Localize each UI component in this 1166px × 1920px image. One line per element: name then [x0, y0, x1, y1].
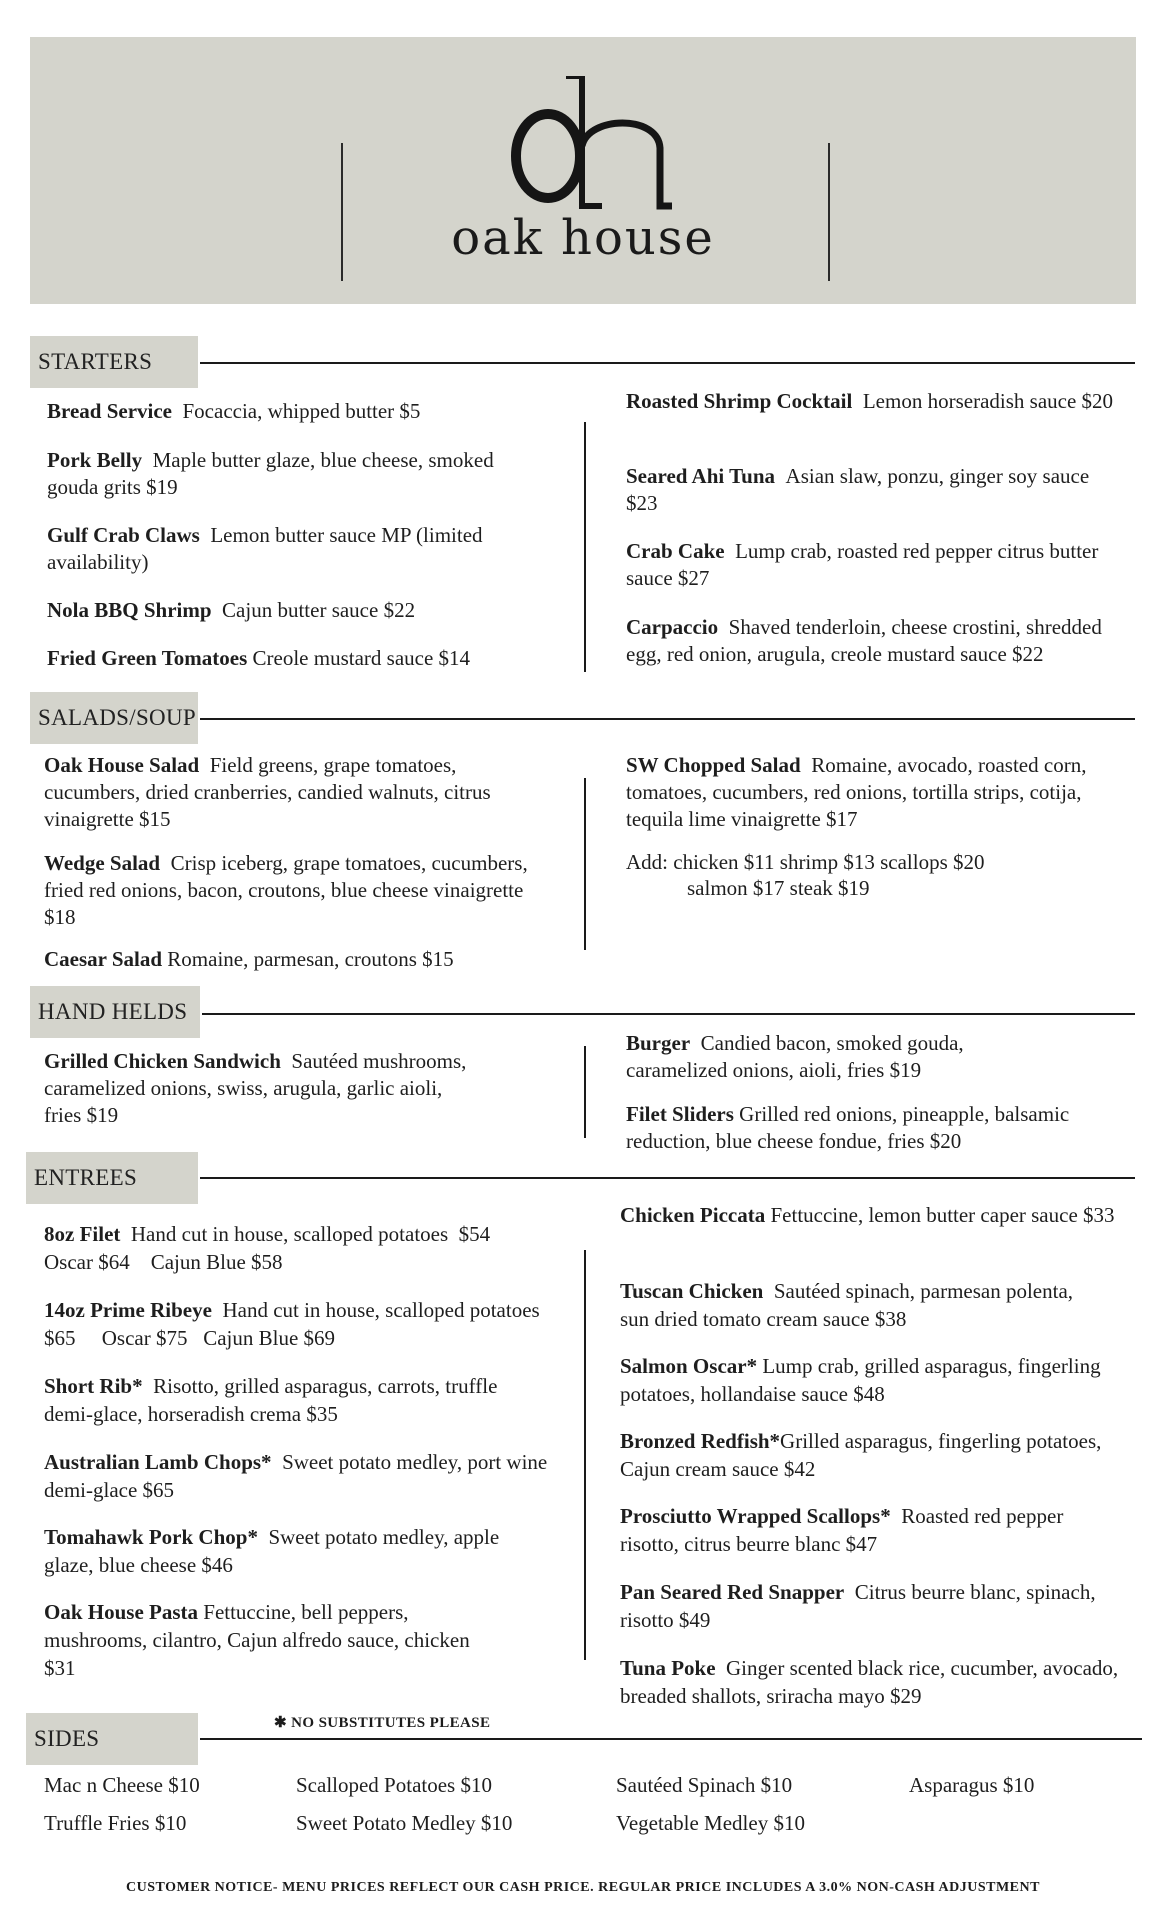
menu-item: Pan Seared Red Snapper Citrus beurre blanc, spinach, risotto $49 [620, 1580, 1096, 1632]
menu-item: Carpaccio Shaved tenderloin, cheese crostini, shredded egg, red onion, arugula, creole mustard sauce $22 [626, 615, 1102, 666]
side-item: Asparagus $10 [909, 1773, 1035, 1797]
menu-item: Tuna Poke Ginger scented black rice, cucumber, avocado, breaded shallots, sriracha mayo $29 [620, 1656, 1119, 1708]
entrees-column-divider [584, 1250, 586, 1660]
starters-column-divider [584, 422, 586, 672]
header-right-divider [828, 143, 830, 281]
no-substitutes-note: ✱ NO SUBSTITUTES PLEASE [274, 1715, 491, 1731]
menu-item: Fried Green Tomatoes Creole mustard sauce $14 [47, 646, 471, 670]
menu-item: Grilled Chicken Sandwich Sautéed mushrooms, caramelized onions, swiss, arugula, garlic aioli, fries $19 [44, 1049, 467, 1127]
menu-item: SW Chopped Salad Romaine, avocado, roasted corn, tomatoes, cucumbers, red onions, tortilla strips, cotija, tequila lime vinaigrette $17 [626, 753, 1087, 831]
oak-house-logo [508, 76, 672, 214]
section-entrees-rule [200, 1177, 1135, 1179]
side-item: Mac n Cheese $10 [44, 1773, 200, 1797]
side-item: Truffle Fries $10 [44, 1811, 187, 1835]
menu-item: Seared Ahi Tuna Asian slaw, ponzu, ginger soy sauce $23 [626, 464, 1090, 515]
menu-item: Bread Service Focaccia, whipped butter $5 [47, 399, 421, 423]
menu-item: Bronzed Redfish*Grilled asparagus, fingerling potatoes, Cajun cream sauce $42 [620, 1429, 1102, 1481]
menu-item: 8oz Filet Hand cut in house, scalloped potatoes $54 Oscar $64 Cajun Blue $58 [44, 1222, 517, 1274]
menu-item: Prosciutto Wrapped Scallops* Roasted red pepper risotto, citrus beurre blanc $47 [620, 1504, 1064, 1556]
section-handhelds-title: HAND HELDS [30, 986, 200, 1038]
section-salads-title: SALADS/SOUP [30, 692, 198, 744]
menu-item: Oak House Salad Field greens, grape tomatoes, cucumbers, dried cranberries, candied walnuts, citrus vinaigrette $15 [44, 753, 491, 831]
menu-item: Oak House Pasta Fettuccine, bell peppers, mushrooms, cilantro, Cajun alfredo sauce, chicken $31 [44, 1600, 470, 1680]
menu-item: Crab Cake Lump crab, roasted red pepper citrus butter sauce $27 [626, 539, 1099, 590]
menu-item: 14oz Prime Ribeye Hand cut in house, scalloped potatoes $65 Oscar $75 Cajun Blue $69 [44, 1298, 551, 1350]
side-item: Scalloped Potatoes $10 [296, 1773, 492, 1797]
salads-column-divider [584, 778, 586, 950]
customer-notice-footer: CUSTOMER NOTICE- MENU PRICES REFLECT OUR CASH PRICE. REGULAR PRICE INCLUDES A 3.0% NON-CASH ADJUSTMENT [126, 1880, 1040, 1895]
menu-item: Gulf Crab Claws Lemon butter sauce MP (limited availability) [47, 523, 483, 574]
menu-item: Burger Candied bacon, smoked gouda, caramelized onions, aioli, fries $19 [626, 1031, 964, 1082]
menu-item: Tuscan Chicken Sautéed spinach, parmesan polenta, sun dried tomato cream sauce $38 [620, 1279, 1074, 1331]
menu-item: Salmon Oscar* Lump crab, grilled asparagus, fingerling potatoes, hollandaise sauce $48 [620, 1354, 1101, 1406]
salad-addons-line-2: salmon $17 steak $19 [687, 876, 870, 900]
brand-name: oak house [451, 210, 715, 266]
menu-item: Tomahawk Pork Chop* Sweet potato medley, apple glaze, blue cheese $46 [44, 1525, 500, 1577]
header-left-divider [341, 143, 343, 281]
salad-addons-line-1: Add: chicken $11 shrimp $13 scallops $20 [626, 850, 985, 874]
section-starters-title: STARTERS [30, 336, 198, 388]
section-handhelds-rule [202, 1013, 1135, 1015]
side-item: Sweet Potato Medley $10 [296, 1811, 513, 1835]
side-item: Sautéed Spinach $10 [616, 1773, 793, 1797]
side-item: Vegetable Medley $10 [616, 1811, 805, 1835]
section-salads-rule [200, 718, 1135, 720]
section-entrees-title: ENTREES [26, 1152, 198, 1204]
menu-item: Caesar Salad Romaine, parmesan, croutons $15 [44, 947, 454, 971]
menu-item: Nola BBQ Shrimp Cajun butter sauce $22 [47, 598, 416, 622]
menu-item: Wedge Salad Crisp iceberg, grape tomatoes, cucumbers, fried red onions, bacon, croutons, blue cheese vinaigrette $18 [44, 851, 528, 929]
section-sides-rule [200, 1738, 1142, 1740]
menu-item: Short Rib* Risotto, grilled asparagus, carrots, truffle demi-glace, horseradish crema $35 [44, 1374, 498, 1426]
section-starters-rule [200, 362, 1135, 364]
menu-item: Chicken Piccata Fettuccine, lemon butter caper sauce $33 [620, 1203, 1115, 1227]
menu-item: Australian Lamb Chops* Sweet potato medley, port wine demi-glace $65 [44, 1450, 548, 1502]
menu-item: Roasted Shrimp Cocktail Lemon horseradish sauce $20 [626, 389, 1114, 413]
menu-item: Filet Sliders Grilled red onions, pineapple, balsamic reduction, blue cheese fondue, fries $20 [626, 1102, 1070, 1153]
menu-item: Pork Belly Maple butter glaze, blue cheese, smoked gouda grits $19 [47, 448, 494, 499]
section-sides-title: SIDES [26, 1713, 198, 1765]
handhelds-column-divider [584, 1046, 586, 1138]
